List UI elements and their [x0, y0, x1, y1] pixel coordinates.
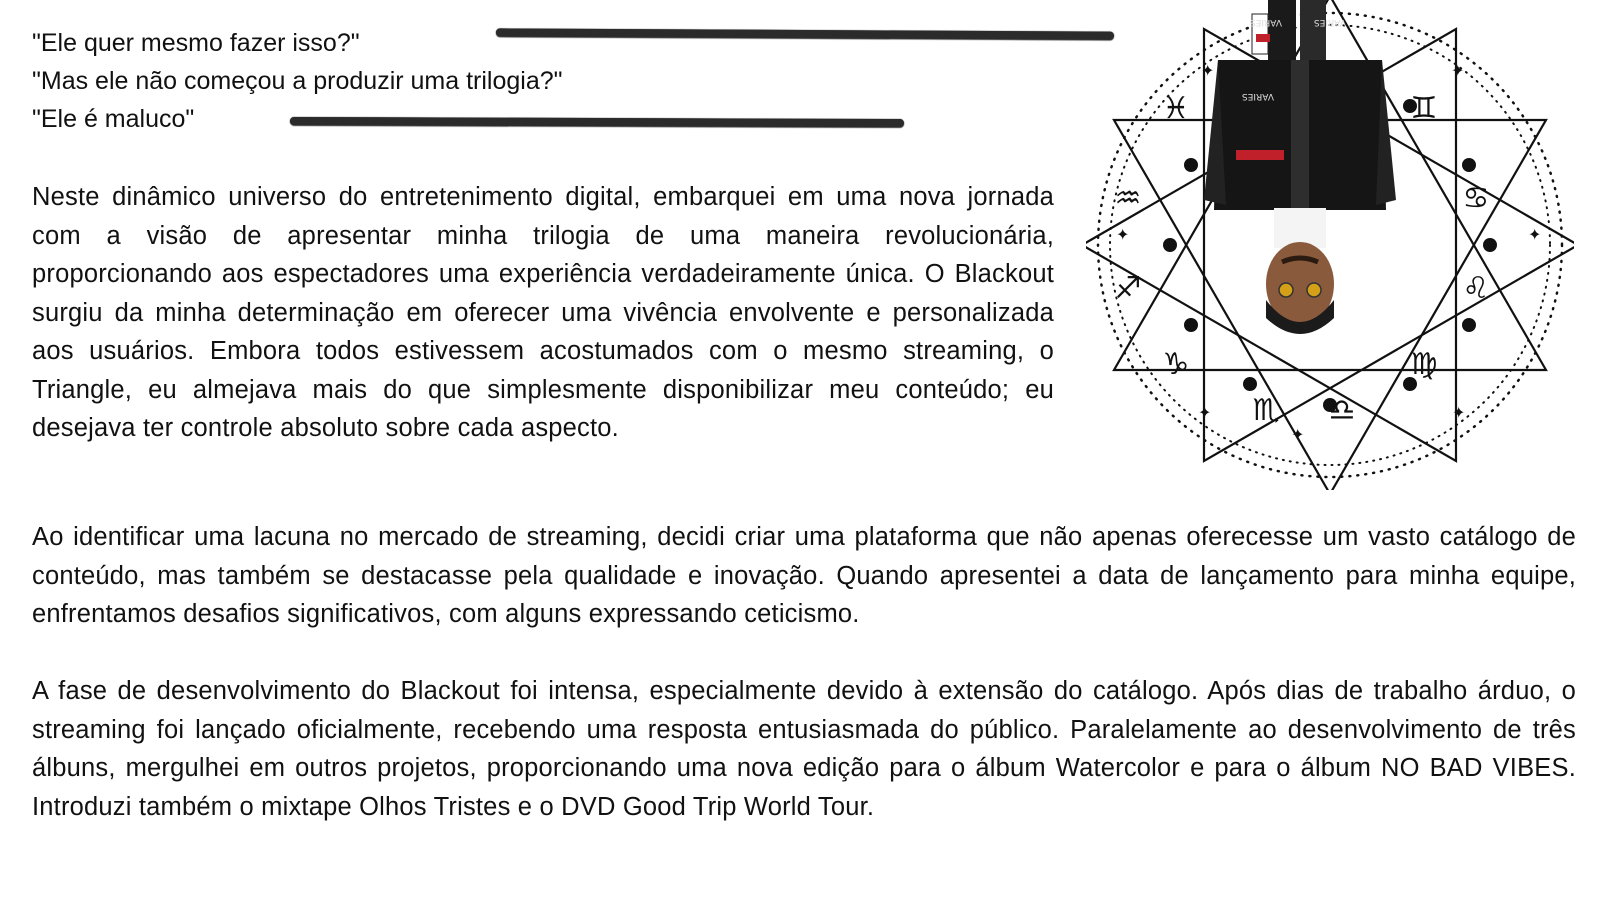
figure-zip: [1291, 60, 1309, 210]
quote-line: "Ele quer mesmo fazer isso?": [32, 29, 360, 57]
shirt-text: VARIES: [1241, 91, 1274, 101]
zodiac-symbol: ♑: [1162, 347, 1190, 382]
quote-line: "Mas ele não começou a produzir uma trilogia?": [32, 67, 563, 95]
figure-patch: [1256, 34, 1270, 42]
svg-text:✦: ✦: [1201, 61, 1215, 80]
figure-leg: [1300, 0, 1326, 70]
figure-stripe: [1236, 150, 1284, 160]
zodiac-symbol: ♍: [1410, 347, 1438, 382]
quote-line: "Ele é maluco": [32, 105, 195, 133]
paragraph-development: A fase de desenvolvimento do Blackout foi intensa, especialmente devido à extensão do catálogo. Após dias de trabalho árduo, o streaming foi lançado oficialmente, recebendo uma resposta entusiasmada do público. Paralelamente ao desenvolvimento de três álbuns, mergulhei em outros projetos, proporcionando uma nova edição para o álbum Watercolor e para o álbum NO BAD VIBES. Introduzi também o mixtape Olhos Tristes e o DVD Good Trip World Tour.: [32, 677, 1576, 821]
shirt-text: VARIES: [1249, 17, 1282, 27]
svg-text:✦: ✦: [1451, 61, 1465, 80]
zodiac-symbol: ♌: [1462, 271, 1490, 306]
paragraph-intro: Neste dinâmico universo do entretenimento digital, embarquei em uma nova jornada com a visão de apresentar minha trilogia de uma maneira revolucionária, proporcionando aos espectadores uma experiência verdadeiramente única. O Blackout surgiu da minha determinação em oferecer uma vivência envolvente e personalizada aos usuários. Embora todos estivessem acostumados com o mesmo streaming, o Triangle, eu almejava mais do que simplesmente disponibilizar meu conteúdo; eu desejava ter controle absoluto sobre cada aspecto.: [32, 183, 1054, 442]
svg-text:✦: ✦: [1116, 225, 1130, 244]
paragraph-market: Ao identificar uma lacuna no mercado de streaming, decidi criar uma plataforma que não apenas oferecesse um vasto catálogo de conteúdo, mas também se destacasse pela qualidade e inovação. Quando apresentei a data de lançamento para minha equipe, enfrentamos desafios significativos, com alguns expressando ceticismo.: [32, 523, 1576, 628]
svg-text:✦: ✦: [1452, 403, 1466, 422]
svg-text:✦: ✦: [1198, 403, 1212, 422]
zodiac-symbol: ♐: [1114, 271, 1142, 306]
figure-leg: [1268, 0, 1296, 70]
zodiac-symbol: ♒: [1114, 181, 1142, 216]
figure-sunglass: [1307, 283, 1321, 297]
inverted-figure: [1204, 0, 1396, 334]
zodiac-symbol: ♏: [1252, 393, 1280, 428]
svg-text:✦: ✦: [1528, 225, 1542, 244]
zodiac-symbol: ♓: [1162, 91, 1190, 126]
zodiac-symbol: ♋: [1462, 181, 1490, 216]
zodiac-symbol: ♎: [1328, 393, 1356, 428]
svg-text:✦: ✦: [1291, 425, 1305, 444]
zodiac-symbol: ♊: [1410, 91, 1438, 126]
zodiac-emblem: [1086, 0, 1574, 490]
figure-sunglass: [1279, 283, 1293, 297]
shirt-text: VARIES: [1313, 17, 1346, 27]
